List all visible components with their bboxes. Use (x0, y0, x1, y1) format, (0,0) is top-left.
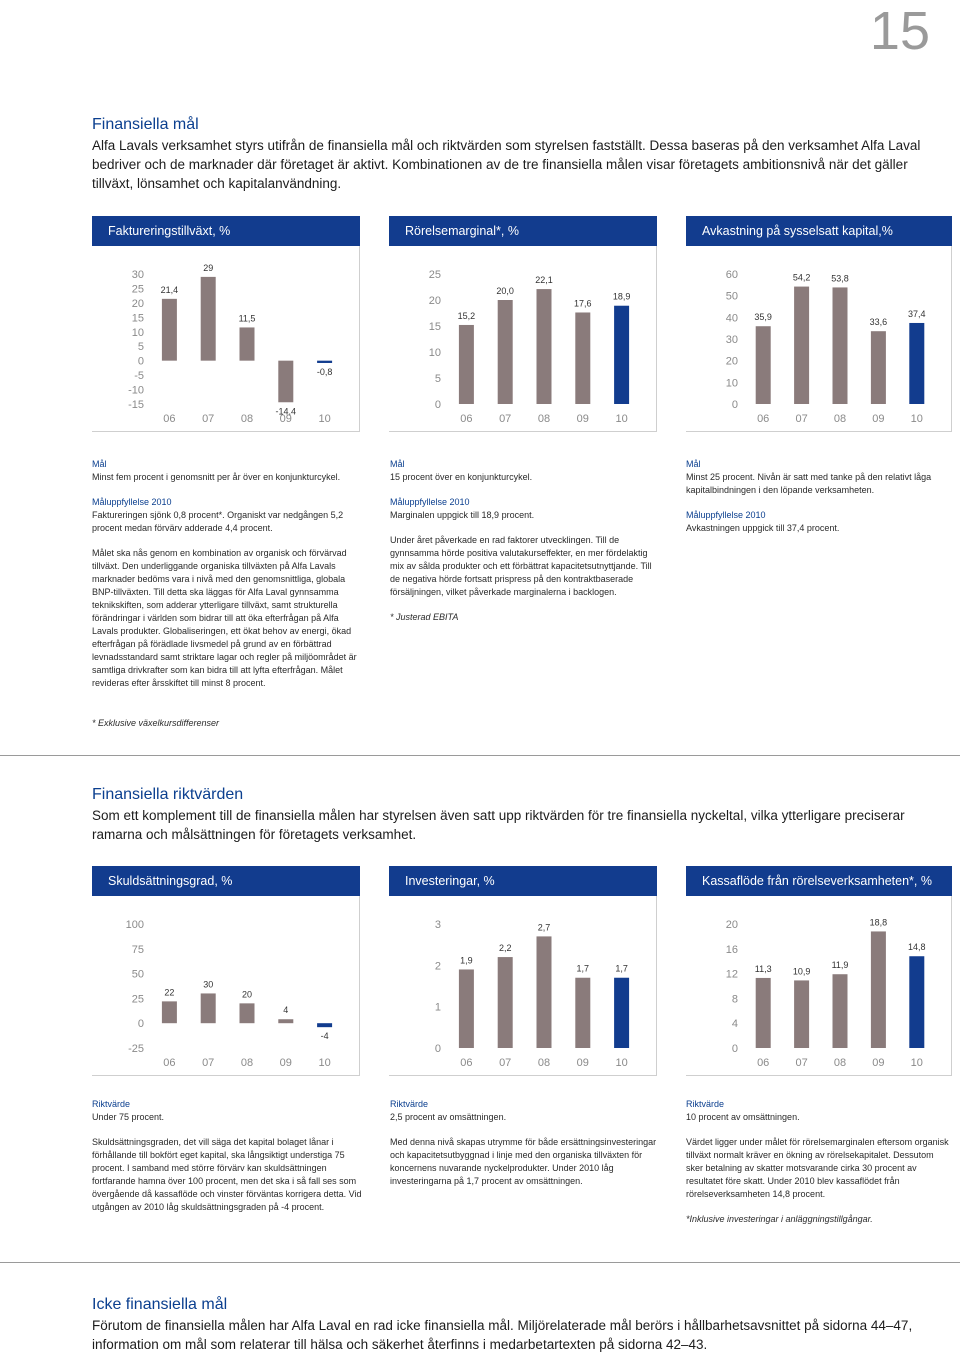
y-tick-label: -25 (128, 1043, 144, 1055)
value-label: 10,9 (792, 966, 811, 977)
value-label: 14,8 (908, 942, 926, 953)
goal-label: Mål (390, 459, 405, 469)
x-tick-label: 09 (279, 1057, 292, 1069)
bar-06 (162, 1001, 177, 1023)
value-label: 4 (283, 1005, 289, 1016)
chart-operating-margin (389, 246, 657, 432)
y-tick-label: 100 (125, 919, 144, 931)
value-label: 11,9 (831, 960, 849, 971)
y-tick-label: 75 (131, 943, 144, 956)
y-tick-label: 20 (131, 297, 144, 310)
value-label: -14,4 (275, 406, 297, 417)
fulfilment-label: Måluppfyllelse 2010 (92, 497, 172, 507)
x-tick-label: 07 (795, 1057, 808, 1069)
value-label: 18,8 (869, 917, 888, 928)
section-divider (0, 755, 960, 756)
bar-09 (871, 931, 886, 1048)
section-title-financial-goals: Finansiella mål (92, 116, 199, 133)
fulfilment-text: Marginalen uppgick till 18,9 procent. (390, 510, 535, 520)
value-label: -0,8 (316, 366, 333, 377)
y-tick-label: -5 (134, 370, 144, 383)
target-label: Riktvärde (390, 1099, 429, 1109)
bar-10 (614, 306, 629, 404)
target-column-2 (390, 1098, 658, 1200)
y-tick-label: 0 (137, 355, 144, 368)
x-tick-label: 09 (872, 413, 885, 425)
value-label: 17,6 (574, 298, 592, 309)
y-tick-label: 3 (434, 919, 441, 931)
fulfilment-text: Faktureringen sjönk 0,8 procent*. Organiskt var nedgången 5,2 procent medan förvärv adderade 4,4 procent. (92, 510, 344, 533)
chart-title-return-on-capital: Avkastning på sysselsatt kapital,% (686, 216, 952, 246)
bar-08 (833, 287, 848, 404)
bar-07 (498, 300, 513, 404)
bar-10 (909, 323, 924, 404)
x-tick-label: 10 (910, 413, 923, 425)
target-body: Värdet ligger under målet för rörelsemarginalen eftersom organisk tillväxt normalt kräver en ökning av rörelsekapitalet. Dessutom sker betalning av skatter motsvarande cirka 30 procent av resultatet före skatt. Under 2010 blev kassaflödet från rörelseverksamheten 14,8 procent. (686, 1137, 949, 1199)
bar-06 (459, 969, 474, 1048)
x-tick-label: 09 (576, 1057, 589, 1069)
chart-title-investments: Investeringar, % (389, 866, 657, 896)
target-column-3 (686, 1098, 952, 1238)
x-tick-label: 08 (240, 413, 254, 425)
bar-07 (201, 277, 216, 361)
y-tick-label: 50 (131, 968, 144, 981)
x-tick-label: 06 (163, 413, 176, 425)
chart-invoicing-growth (92, 246, 360, 432)
y-tick-label: 5 (137, 341, 144, 354)
y-tick-label: 15 (131, 312, 144, 325)
value-label: 37,4 (908, 308, 926, 319)
y-tick-label: 10 (131, 326, 144, 339)
section-lead-financial-goals: Alfa Lavals verksamhet styrs utifrån de finansiella mål och riktvärden som styrelsen fastställt. Dessa baseras på den verksamhet Alfa Laval bedriver och de marknader där företaget är aktivt. Kombinationen av de tre finansiella målen visar företagets ambitionsnivå när det gäller tillväxt, lönsamhet och kapitalanvändning. (92, 138, 921, 191)
x-tick-label: 09 (279, 413, 292, 425)
section-title-non-financial-goals: Icke finansiella mål (92, 1296, 228, 1313)
x-tick-label: 08 (537, 413, 551, 425)
y-tick-label: 15 (428, 321, 441, 333)
target-text: Under 75 procent. (92, 1112, 165, 1122)
chart-cash-flow (686, 896, 952, 1076)
chart-return-on-capital (686, 246, 952, 432)
value-label: 1,9 (460, 955, 473, 966)
bar-06 (756, 978, 771, 1048)
goal-body: Under året påverkade en rad faktorer utvecklingen. Till de gynnsamma hörde positiva valutakurseffekter, en mer fördelaktig mix av sålda produkter och ett förbättrat kapacitetsutnyttjande. Till de negativa hörde fortsatt prispress på den kontraktbaserade försäljningen, vilket påverkade marginalerna i backlogen. (390, 535, 652, 597)
value-label: 15,2 (457, 310, 476, 321)
goal-text: 15 procent över en konjunkturcykel. (390, 472, 533, 482)
chart-title-invoicing-growth: Faktureringstillväxt, % (92, 216, 360, 246)
value-label: 22 (164, 987, 175, 998)
bar-07 (498, 957, 513, 1048)
x-tick-label: 10 (615, 413, 628, 425)
section-divider (0, 1262, 960, 1263)
x-tick-label: 10 (910, 1057, 923, 1069)
goals-footnote: * Exklusive växelkursdifferenser (92, 718, 220, 728)
y-tick-label: -10 (128, 384, 144, 397)
section-title-financial-targets: Finansiella riktvärden (92, 786, 244, 803)
target-text: 10 procent av omsättningen. (686, 1112, 800, 1122)
x-tick-label: 06 (460, 413, 473, 425)
y-tick-label: 40 (725, 312, 738, 325)
x-tick-label: 10 (318, 413, 331, 425)
bar-09 (278, 361, 293, 403)
bar-09 (871, 331, 886, 404)
x-tick-label: 07 (202, 1057, 215, 1069)
bar-09 (575, 978, 590, 1048)
fulfilment-label: Måluppfyllelse 2010 (390, 497, 470, 507)
y-tick-label: 10 (725, 377, 738, 390)
y-tick-label: 5 (434, 373, 441, 385)
bar-10 (909, 956, 924, 1048)
value-label: 35,9 (754, 312, 772, 323)
y-tick-label: 2 (434, 960, 441, 973)
value-label: 22,1 (535, 275, 553, 286)
y-tick-label: 20 (725, 919, 738, 931)
goal-text: Minst 25 procent. Nivån är satt med tanke på den relativt låga kapitalbindningen i den löpande verksamheten. (686, 472, 932, 495)
bar-06 (162, 299, 177, 361)
chart-title-cash-flow: Kassaflöde från rörelseverksamheten*, % (686, 866, 952, 896)
target-label: Riktvärde (92, 1099, 131, 1109)
y-tick-label: 10 (428, 347, 441, 359)
bar-06 (756, 326, 771, 404)
target-footnote: *Inklusive investeringar i anläggningstillgångar. (686, 1214, 873, 1224)
chart-title-debt-ratio: Skuldsättningsgrad, % (92, 866, 360, 896)
x-tick-label: 06 (163, 1057, 176, 1069)
chart-title-operating-margin: Rörelsemarginal*, % (389, 216, 657, 246)
x-tick-label: 09 (872, 1057, 885, 1069)
bar-08 (240, 327, 255, 360)
value-label: 20 (241, 989, 253, 1000)
value-label: 11,5 (238, 313, 256, 324)
y-tick-label: 16 (725, 943, 738, 956)
goal-column-1 (92, 458, 362, 702)
bar-10 (317, 361, 332, 363)
x-tick-label: 10 (615, 1057, 628, 1069)
y-tick-label: 0 (731, 399, 738, 411)
goal-column-2 (390, 458, 658, 636)
x-tick-label: 08 (240, 1057, 254, 1069)
y-tick-label: 25 (131, 993, 144, 1006)
bar-10 (317, 1023, 332, 1027)
chart-investments (389, 896, 657, 1076)
bar-07 (794, 980, 809, 1048)
goal-column-3 (686, 458, 952, 547)
y-tick-label: 1 (434, 1001, 441, 1014)
x-tick-label: 10 (318, 1057, 331, 1069)
y-tick-label: 20 (428, 295, 441, 307)
x-tick-label: 06 (757, 1057, 770, 1069)
y-tick-label: 0 (434, 399, 441, 411)
y-tick-label: 30 (131, 269, 144, 281)
target-text: 2,5 procent av omsättningen. (390, 1112, 507, 1122)
goal-body: Målet ska nås genom en kombination av organisk och förvärvad tillväxt. Den underliggande organiska tillväxten på Alfa Lavals marknader bedöms vara i nivå med den genomsnittliga, globala BNP-tillväxten. Till detta ska läggas för Alfa Laval gynnsamma teknikskiften, som adderar ytterligare tillväxt, samt strukturella förändringar i världen som bidrar till att öka efterfrågan på Alfa Lavals produkter. Globaliseringen, ett ökat behov av energi, ökad efterfrågan på förädlade livsmedel på grund av en förbättrad levnadsstandard samt striktare lagar och regler på miljöområdet är samtliga drivkrafter som kan bidra till att lyfta efterfrågan. Målet revideras efter årsskiftet till minst 8 procent. (92, 548, 357, 688)
section-lead-financial-targets: Som ett komplement till de finansiella målen har styrelsen även satt upp riktvärden för tre finansiella nyckeltal, vilka ytterligare preciserar ramarna och målsättningen för företagets verksamhet. (92, 808, 905, 842)
bar-07 (794, 287, 809, 404)
value-label: 2,2 (498, 943, 512, 954)
value-label: 33,6 (869, 317, 888, 328)
x-tick-label: 07 (795, 413, 808, 425)
target-body: Skuldsättningsgraden, det vill säga det kapital bolaget lånar i förhållande till bokfört eget kapital, ska långsiktigt understiga 75 procent. I samband med större förvärv kan skuldsättningen fortfarande hamna över 100 procent, men det ska i så fall ses som övergående då kassaflöde och vinster förväntas korrigera detta. Vid utgången av 2010 låg skuldsättningsgraden på -4 procent. (92, 1137, 362, 1212)
target-label: Riktvärde (686, 1099, 725, 1109)
chart-debt-ratio (92, 896, 360, 1076)
target-column-1 (92, 1098, 362, 1226)
value-label: 11,3 (754, 963, 772, 974)
fulfilment-label: Måluppfyllelse 2010 (686, 510, 766, 520)
y-tick-label: 0 (137, 1018, 144, 1031)
bar-08 (537, 936, 552, 1048)
value-label: 18,9 (612, 291, 631, 302)
goal-label: Mål (92, 459, 107, 469)
x-tick-label: 07 (499, 413, 512, 425)
y-tick-label: 30 (725, 334, 738, 346)
y-tick-label: 0 (731, 1043, 738, 1055)
y-tick-label: 20 (725, 355, 738, 368)
value-label: 30 (203, 979, 214, 990)
bar-09 (278, 1019, 293, 1023)
value-label: 21,4 (160, 284, 179, 295)
bar-08 (537, 289, 552, 404)
bar-06 (459, 325, 474, 404)
goal-footnote: * Justerad EBITA (390, 612, 459, 622)
bar-08 (240, 1003, 255, 1023)
x-tick-label: 08 (833, 1057, 847, 1069)
value-label: 2,7 (537, 922, 551, 933)
value-label: 54,2 (792, 272, 811, 283)
value-label: -4 (320, 1031, 329, 1042)
section-lead-non-financial-goals: Förutom de finansiella målen har Alfa Laval en rad icke finansiella mål. Miljörelaterade mål berörs i hållbarhetsavsnittet på sidorna 44–47, information om mål som relaterar till hälsa och säkerhet återfinns i medarbetartexten på sidorna 42–43. (92, 1318, 913, 1352)
y-tick-label: -15 (128, 399, 144, 411)
value-label: 53,8 (831, 273, 849, 284)
y-tick-label: 50 (725, 290, 738, 303)
bar-10 (614, 978, 629, 1048)
x-tick-label: 06 (757, 413, 770, 425)
y-tick-label: 8 (731, 993, 738, 1006)
fulfilment-text: Avkastningen uppgick till 37,4 procent. (686, 523, 840, 533)
goal-text: Minst fem procent i genomsnitt per år över en konjunkturcykel. (92, 472, 341, 482)
goal-label: Mål (686, 459, 701, 469)
value-label: 1,7 (615, 963, 628, 974)
bar-09 (575, 312, 590, 404)
y-tick-label: 25 (428, 269, 441, 281)
y-tick-label: 12 (725, 968, 738, 981)
value-label: 29 (203, 262, 214, 273)
x-tick-label: 07 (499, 1057, 512, 1069)
x-tick-label: 06 (460, 1057, 473, 1069)
x-tick-label: 08 (833, 413, 847, 425)
value-label: 20,0 (496, 286, 514, 296)
x-tick-label: 09 (576, 413, 589, 425)
x-tick-label: 08 (537, 1057, 551, 1069)
y-tick-label: 25 (131, 283, 144, 296)
y-tick-label: 0 (434, 1043, 441, 1055)
target-body: Med denna nivå skapas utrymme för både ersättningsinvesteringar och kapacitetsutbyggnad i linje med den organiska tillväxten för koncernens nuvarande nyckelprodukter. Under 2010 låg investeringarna på 1,7 procent av omsättningen. (390, 1137, 657, 1186)
bar-07 (201, 993, 216, 1023)
value-label: 1,7 (576, 963, 590, 974)
y-tick-label: 4 (731, 1018, 738, 1031)
x-tick-label: 07 (202, 413, 215, 425)
page-number: 15 (869, 1, 930, 61)
y-tick-label: 60 (725, 269, 738, 281)
bar-08 (833, 974, 848, 1048)
